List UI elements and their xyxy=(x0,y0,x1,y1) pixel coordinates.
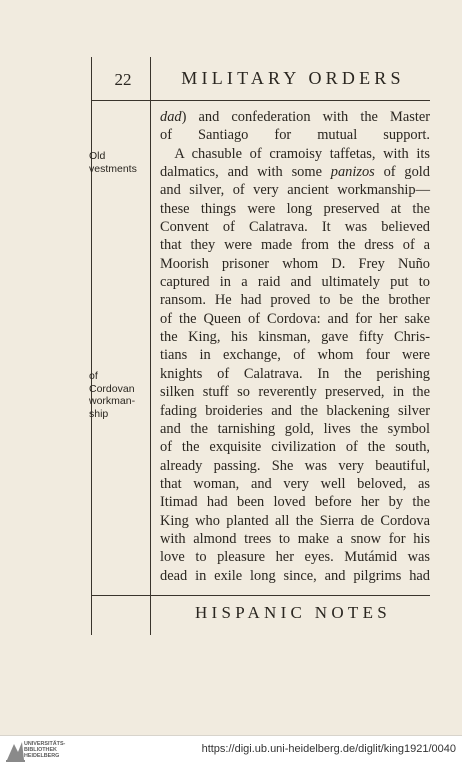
text-line xyxy=(160,567,430,585)
italic-text: panizos xyxy=(330,164,375,181)
column-divider-rule xyxy=(150,57,151,635)
text-segment: fading broideries and the blackening silver xyxy=(160,402,430,419)
running-footer: HISPANIC NOTES xyxy=(194,603,392,622)
text-segment: already passing. She was very beautiful, xyxy=(160,457,430,474)
text-segment: Convent of Calatrava. It was believed xyxy=(160,219,430,236)
italic-text: dad xyxy=(160,109,182,125)
text-line xyxy=(160,420,430,438)
text-line xyxy=(160,402,430,420)
text-line xyxy=(160,328,430,346)
text-line xyxy=(160,475,430,493)
text-line xyxy=(160,530,430,548)
text-segment: and the tarnishing gold, lives the symbol xyxy=(160,420,430,437)
text-segment: knights of Calatrava. In the perishing xyxy=(160,365,430,382)
text-segment: dead in exile long since, and pilgrims had xyxy=(160,567,430,584)
text-line xyxy=(160,457,430,475)
left-frame-rule xyxy=(91,57,92,635)
library-name-line: BIBLIOTHEK xyxy=(24,747,57,754)
text-line xyxy=(160,255,430,273)
text-line xyxy=(160,273,430,291)
body-text xyxy=(160,108,430,585)
text-segment: Itimad had been loved before her by the xyxy=(160,494,430,511)
text-line xyxy=(160,145,430,163)
text-segment: love to pleasure her eyes. Mutámid was xyxy=(160,549,430,566)
text-line xyxy=(160,163,430,181)
footer-rule xyxy=(91,595,430,596)
text-line xyxy=(160,548,430,566)
text-segment: King who planted all the Sierra de Cordova xyxy=(160,512,430,529)
text-segment: ransom. He had proved to be the brother xyxy=(160,292,430,309)
text-line xyxy=(160,438,430,456)
text-line xyxy=(160,108,430,126)
text-segment: tians in exchange, of whom four were xyxy=(160,347,430,364)
running-title: MILITARY ORDERS xyxy=(181,68,405,88)
margin-note-cordovan-workmanship xyxy=(89,370,149,420)
text-segment: silken stuff so reverently preserved, in the xyxy=(160,384,430,401)
header-rule xyxy=(91,100,430,101)
text-segment: with almond trees to make a snow for his xyxy=(160,530,430,547)
margin-note-line: workman- xyxy=(89,395,136,407)
margin-note-line: Old xyxy=(89,150,106,162)
page-number: 22 xyxy=(114,70,132,89)
text-line xyxy=(160,126,430,144)
text-segment: of the exquisite civilization of the south, xyxy=(160,439,430,456)
text-line xyxy=(160,346,430,364)
text-line xyxy=(160,291,430,309)
text-line xyxy=(160,200,430,218)
text-segment: that woman, and very well beloved, as xyxy=(160,475,430,492)
text-line xyxy=(160,383,430,401)
text-segment: Moorish prisoner whom D. Frey Nuño xyxy=(160,255,430,272)
margin-note-line: ship xyxy=(89,407,109,420)
margin-note-line: vestments xyxy=(89,162,137,175)
text-segment: of gold xyxy=(374,164,430,181)
text-segment: of Santiago for mutual support. xyxy=(160,127,430,144)
text-segment: and silver, of very ancient workmanship— xyxy=(160,182,430,199)
library-name-line: UNIVERSITÄTS- xyxy=(24,741,66,747)
text-segment: of the Queen of Cordova: and for her sake xyxy=(160,310,430,327)
text-segment: that they were made from the dress of a xyxy=(160,237,430,254)
library-name xyxy=(24,741,65,760)
library-name-line: HEIDELBERG xyxy=(24,753,60,760)
margin-note-line: Cordovan xyxy=(89,382,135,395)
text-segment: dalmatics, and with some xyxy=(160,164,331,181)
text-segment: A chasuble of cramoisy taffetas, with its xyxy=(160,145,430,162)
text-line xyxy=(160,236,430,254)
text-line xyxy=(160,310,430,328)
text-line xyxy=(160,181,430,199)
text-segment: captured in a raid and ultimately put to xyxy=(160,274,430,291)
text-segment: ) and confederation with the Master xyxy=(181,109,430,125)
margin-note-old-vestments xyxy=(89,150,149,175)
margin-note-line: of xyxy=(89,370,98,382)
text-line xyxy=(160,218,430,236)
text-segment: these things were long preserved at the xyxy=(160,200,430,217)
text-line xyxy=(160,365,430,383)
text-line xyxy=(160,512,430,530)
source-url-link[interactable]: https://digi.ub.uni-heidelberg.de/diglit/king1921/0040 xyxy=(201,743,456,755)
text-segment: the King, his kinsman, gave fifty Chris- xyxy=(160,329,430,346)
text-line xyxy=(160,493,430,511)
